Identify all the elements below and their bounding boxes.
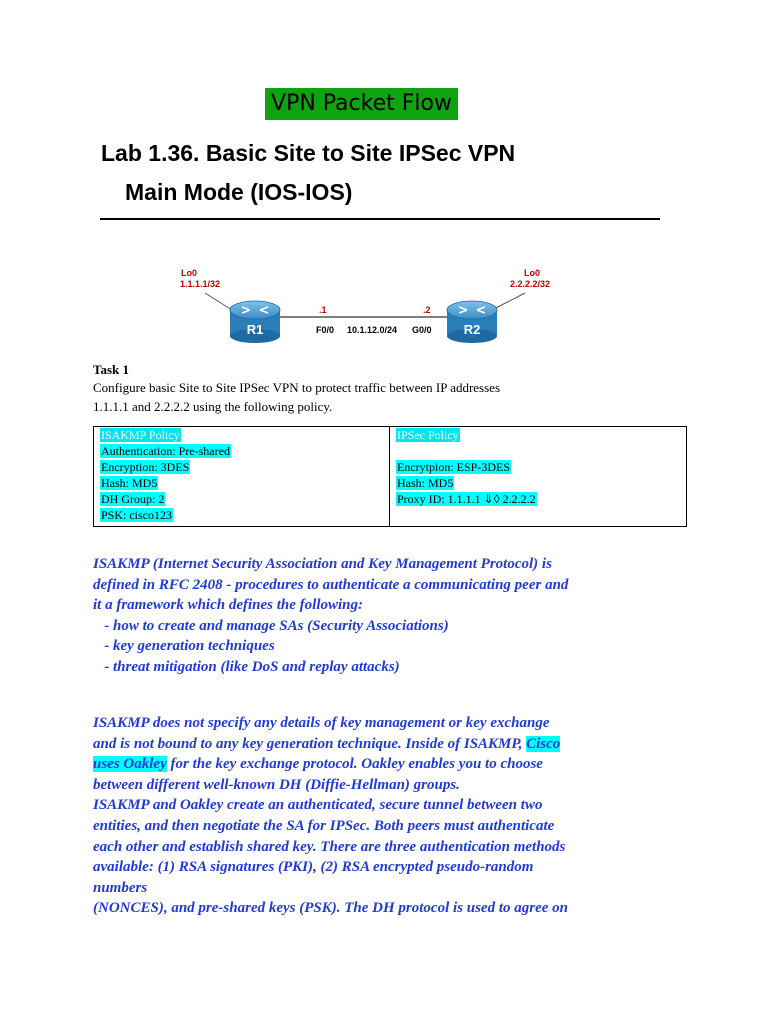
paragraph-line <box>93 754 683 775</box>
task-line-1: Configure basic Site to Site IPSec VPN to protect traffic between IP addresses <box>93 380 501 395</box>
ipsec-row: Proxy ID: 1.1.1.1 ⇓◊ 2.2.2.2 <box>397 492 536 506</box>
r1-interface: F0/0 <box>316 325 335 335</box>
paragraph-line: ISAKMP and Oakley create an authenticated, secure tunnel between two <box>93 797 543 814</box>
paragraph-line: numbers <box>93 879 148 896</box>
r2-loopback-ip: 2.2.2.2/32 <box>510 279 551 289</box>
r1-name: R1 <box>246 322 264 337</box>
paragraph-line: available: (1) RSA signatures (PKI), (2) RSA encrypted pseudo-random <box>93 859 534 876</box>
task-description <box>93 378 693 416</box>
isakmp-row: Authentication: Pre-shared <box>101 444 230 458</box>
ipsec-policy-header: IPSec Policy <box>397 428 459 442</box>
paragraph-line: ISAKMP (Internet Security Association and Key Management Protocol) is <box>93 556 552 572</box>
paragraph-line: entities, and then negotiate the SA for IPSec. Both peers must authenticate <box>93 817 555 834</box>
task-line-2: 1.1.1.1 and 2.2.2.2 using the following policy. <box>93 399 333 414</box>
ipsec-policy-column <box>390 427 686 526</box>
network-diagram <box>150 262 620 352</box>
r2-interface: G0/0 <box>412 325 432 335</box>
isakmp-policy-header: ISAKMP Policy <box>101 428 180 442</box>
isakmp-row: PSK: cisco123 <box>101 508 173 522</box>
r2-loopback-label: Lo0 <box>524 268 541 278</box>
paragraph-line: (NONCES), and pre-shared keys (PSK). The DH protocol is used to agree on <box>93 900 568 917</box>
paragraph-list-item: - how to create and manage SAs (Security Associations) <box>93 617 449 634</box>
r2-interface-ip: .2 <box>423 305 431 315</box>
isakmp-definition-paragraph <box>93 554 683 678</box>
title-divider <box>100 218 660 220</box>
task-title: Task 1 <box>93 362 130 377</box>
paragraph-line: between different well-known DH (Diffie-Hellman) groups. <box>93 776 460 793</box>
paragraph-line: ISAKMP does not specify any details of key management or key exchange <box>93 715 550 731</box>
router-r2-icon <box>447 301 497 343</box>
lab-title-line2: Main Mode (IOS-IOS) <box>125 179 353 205</box>
r2-loopback-leader <box>492 293 525 310</box>
link-subnet: 10.1.12.0/24 <box>347 325 398 335</box>
ipsec-row: Encrytpion: ESP-3DES <box>397 460 510 474</box>
topology-svg <box>150 262 620 352</box>
paragraph-list-item: - key generation techniques <box>93 638 275 655</box>
router-r1-icon <box>230 301 280 343</box>
paragraph-list-item: - threat mitigation (like DoS and replay attacks) <box>93 658 400 675</box>
paragraph-line <box>93 734 683 755</box>
paragraph-line: it a framework which defines the following: <box>93 597 364 614</box>
r1-loopback-ip: 1.1.1.1/32 <box>180 279 221 289</box>
document-heading: VPN Packet Flow <box>265 88 458 120</box>
ipsec-row: Hash: MD5 <box>397 476 454 490</box>
r1-loopback-leader <box>205 293 232 310</box>
highlight-uses-oakley: uses Oakley <box>93 756 167 773</box>
r1-interface-ip: .1 <box>319 305 327 315</box>
paragraph-line: defined in RFC 2408 - procedures to authenticate a communicating peer and <box>93 576 569 593</box>
paragraph-line: each other and establish shared key. There are three authentication methods <box>93 838 566 855</box>
r2-name: R2 <box>463 322 481 337</box>
policy-table <box>93 426 687 527</box>
r1-loopback-label: Lo0 <box>181 268 198 278</box>
isakmp-row: Encryption: 3DES <box>101 460 190 474</box>
highlight-cisco: Cisco <box>526 735 561 752</box>
isakmp-row: Hash: MD5 <box>101 476 158 490</box>
paragraph-text: and is not bound to any key generation technique. Inside of ISAKMP, <box>93 735 527 752</box>
lab-title-line1: Lab 1.36. Basic Site to Site IPSec VPN <box>101 140 516 166</box>
isakmp-policy-column <box>94 427 390 526</box>
paragraph-text: for the key exchange protocol. Oakley enables you to choose <box>166 756 543 773</box>
isakmp-oakley-paragraph <box>93 713 683 919</box>
isakmp-row: DH Group: 2 <box>101 492 165 506</box>
